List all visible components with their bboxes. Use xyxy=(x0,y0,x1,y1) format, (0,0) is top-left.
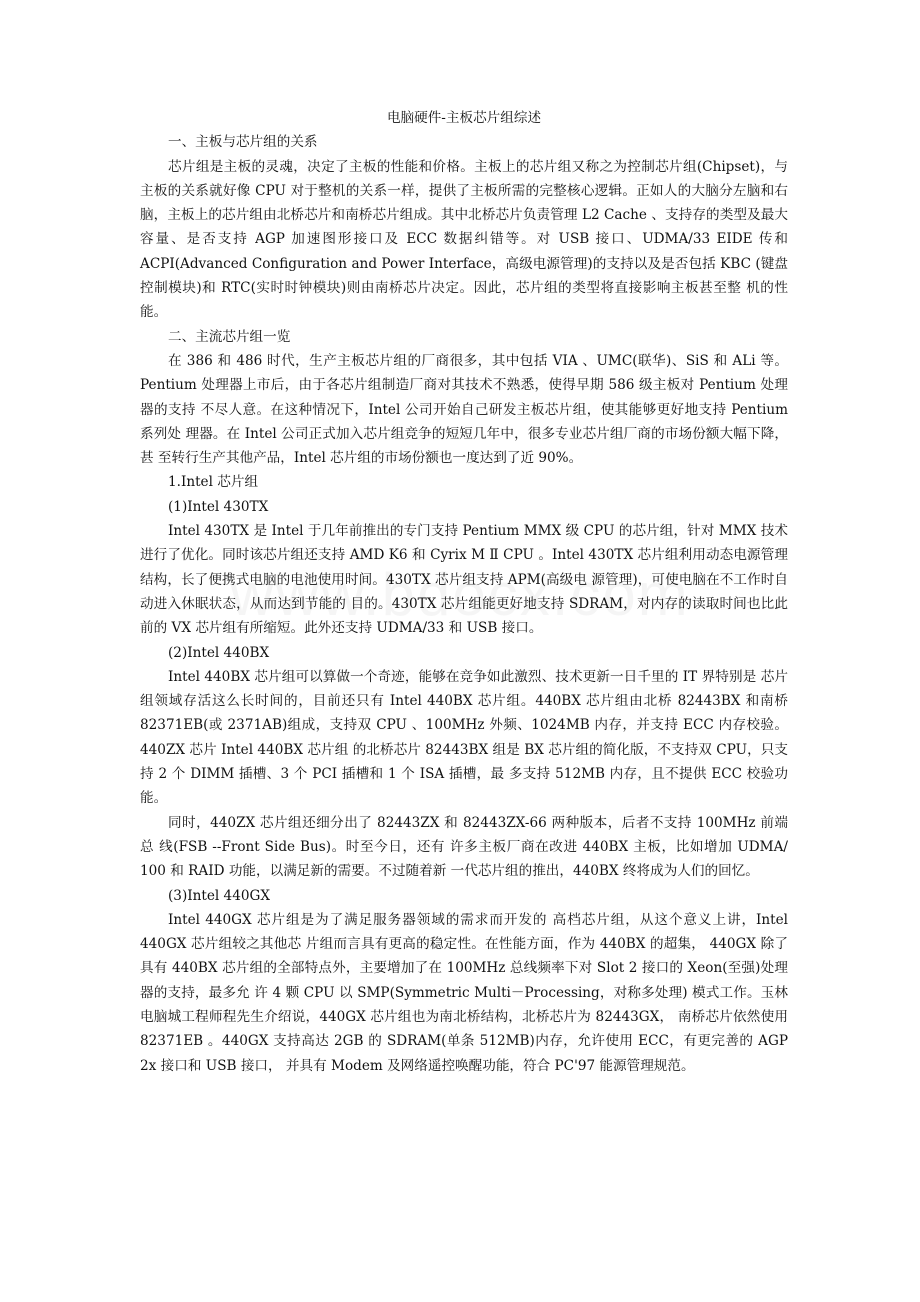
section-heading-2: 二、主流芯片组一览 xyxy=(168,328,291,345)
subheading-440gx: (3)Intel 440GX xyxy=(168,887,271,904)
subheading-440bx: (2)Intel 440BX xyxy=(168,644,270,661)
paragraph-mainstream-chipsets: 在 386 和 486 时代，生产主板芯片组的厂商很多，其中包括 VIA 、UMC(联华)、SiS 和 ALi 等。Pentium 处理器上市后，由于各芯片组制造厂商对其技术不熟悉，使得早期 586 级主板对 Pentium 处理器的支持 不尽人意。在这种情况下，Intel 公司开始自己研发主板芯片组，使其能够更好地支持 Pentium 系列处 理器。在 Intel 公司正式加入芯片组竞争的短短几年中，很多专业芯片组厂商的市场份额大幅下降，甚 至转行生产其他产品，Intel 芯片组的市场份额也一度达到了近 90%。 xyxy=(140,352,788,467)
subheading-430tx: (1)Intel 430TX xyxy=(168,498,269,515)
paragraph-chipset-intro: 芯片组是主板的灵魂，决定了主板的性能和价格。主板上的芯片组又称之为控制芯片组(Chipset)，与主板的关系就好像 CPU 对于整机的关系一样，提供了主板所需的完整核心逻辑。正如人的大脑分左脑和右脑，主板上的芯片组由北桥芯片和南桥芯片组成。其中北桥芯片负责管理 L2 Cache 、支持存的类型及最大容量、是否支持 AGP 加速图形接口及 ECC 数据纠错等。对 USB 接口、UDMA/33 EIDE 传和 ACPI(Advanced Configuration and Power Interface，高级电源管理)的支持以及是否包括 KBC (键盘控制模块)和 RTC(实时时钟模块)则由南桥芯片决定。因此，芯片组的类型将直接影响主板甚至整 机的性能。 xyxy=(140,158,788,321)
paragraph-440gx: Intel 440GX 芯片组是为了满足服务器领域的需求而开发的 高档芯片组，从这个意义上讲，Intel 440GX 芯片组较之其他芯 片组而言具有更高的稳定性。在性能方面，作为 440BX 的超集， 440GX 除了具有 440BX 芯片组的全部特点外，主要增加了在 100MHz 总线频率下对 Slot 2 接口的 Xeon(至强)处理器的支持，最多允 许 4 颗 CPU 以 SMP(Symmetric Multi－Processing，对称多处理) 模式工作。玉林电脑城工程师程先生介绍说，440GX 芯片组也为南北桥结构，北桥芯片为 82443GX， 南桥芯片依然使用 82371EB 。440GX 支持高达 2GB 的 SDRAM(单条 512MB)内存，允许使用 ECC，有更完善的 AGP 2x 接口和 USB 接口， 并具有 Modem 及网络遥控唤醒功能，符合 PC'97 能源管理规范。 xyxy=(140,911,788,1074)
paragraph-440bx: Intel 440BX 芯片组可以算做一个奇迹，能够在竞争如此激烈、技术更新一日千里的 IT 界特别是 芯片组领域存活这么长时间的，目前还只有 Intel 440BX 芯片组。440BX 芯片组由北桥 82443BX 和南桥 82371EB(或 2371AB)组成，支持双 CPU 、100MHz 外频、1024MB 内存，并支持 ECC 内存校验。440ZX 芯片 Intel 440BX 芯片组 的北桥芯片 82443BX 组是 BX 芯片组的简化版，不支持双 CPU，只支持 2 个 DIMM 插槽、3 个 PCI 插槽和 1 个 ISA 插槽，最 多支持 512MB 内存，且不提供 ECC 校验功能。 xyxy=(140,668,788,807)
paragraph-440zx: 同时，440ZX 芯片组还细分出了 82443ZX 和 82443ZX-66 两种版本，后者不支持 100MHz 前端总 线(FSB --Front Side Bus)。时至今日，还有 许多主板厂商在改进 440BX 主板，比如增加 UDMA/ 100 和 RAID 功能，以满足新的需要。不过随着新 一代芯片组的推出，440BX 终将成为人们的回忆。 xyxy=(140,814,788,880)
page-title: 电脑硬件-主板芯片组综述 xyxy=(386,110,542,126)
subheading-intel-chipsets: 1.Intel 芯片组 xyxy=(168,474,259,491)
section-heading-1: 一、主板与芯片组的关系 xyxy=(168,134,318,151)
document-page xyxy=(140,106,788,1078)
paragraph-430tx: Intel 430TX 是 Intel 于几年前推出的专门支持 Pentium MMX 级 CPU 的芯片组，针对 MMX 技术进行了优化。同时该芯片组还支持 AMD K6 和 Cyrix M Ⅱ CPU 。Intel 430TX 芯片组利用动态电源管理结构，长了便携式电脑的电池使用时间。430TX 芯片组支持 APM(高级电 源管理)，可使电脑在不工作时自动进入休眠状态，从而达到节能的 目的。430TX 芯片组能更好地支持 SDRAM，对内存的读取时间也比此 前的 VX 芯片组有所缩短。此外还支持 UDMA/33 和 USB 接口。 xyxy=(140,523,788,637)
